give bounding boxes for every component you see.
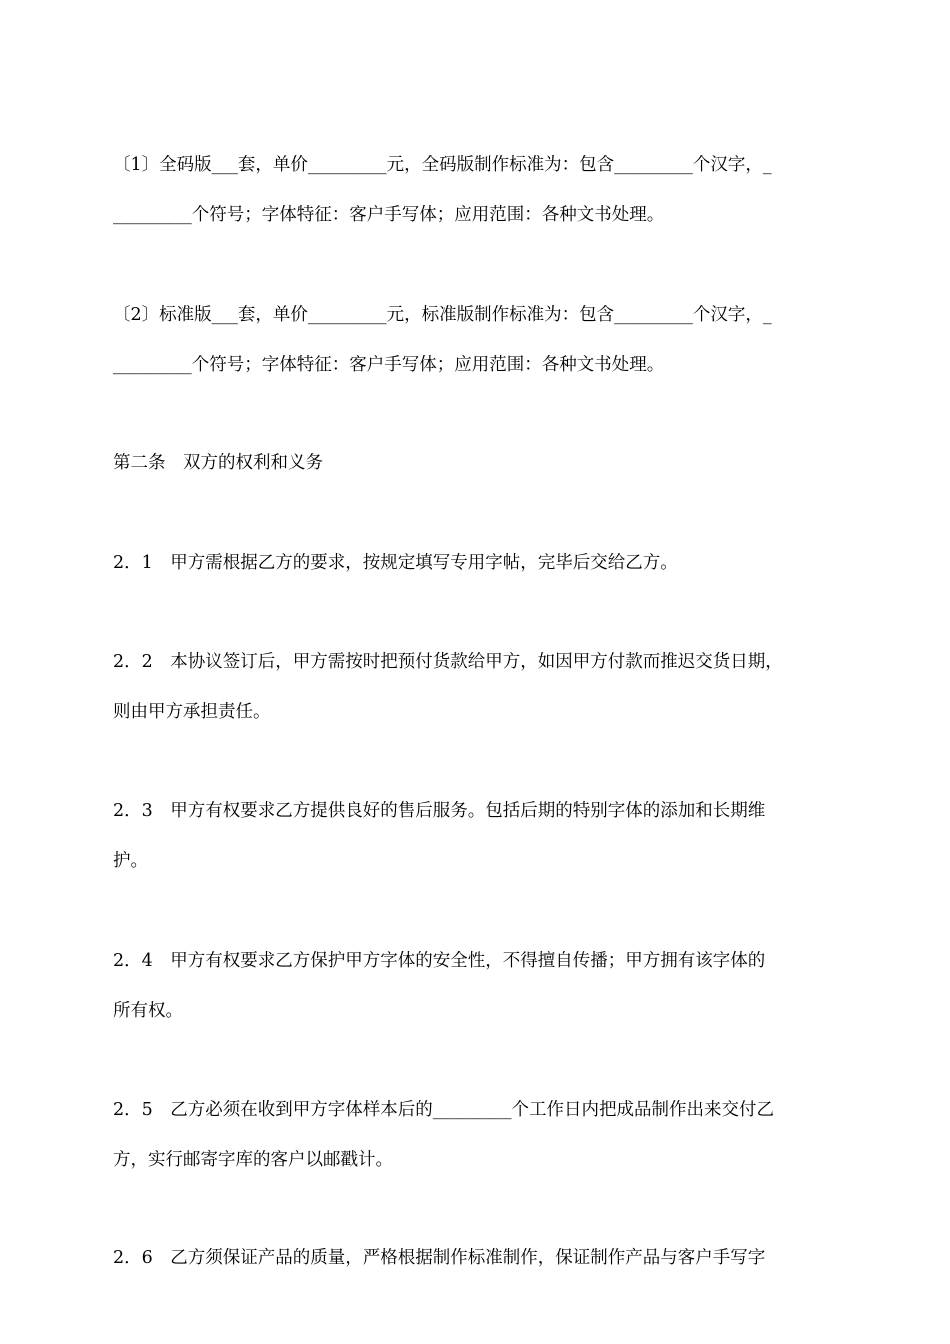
text-line: 2．6 乙方须保证产品的质量，严格根据制作标准制作，保证制作产品与客户手写字 bbox=[113, 1248, 766, 1268]
text-line: 2．4 甲方有权要求乙方保护甲方字体的安全性，不得擅自传播；甲方拥有该字体的 bbox=[113, 951, 766, 971]
clause-2-3-paragraph bbox=[113, 786, 853, 886]
text-line: 方，实行邮寄字库的客户以邮戳计。 bbox=[113, 1150, 393, 1170]
text-line: 2．5 乙方必须在收到甲方字体样本后的_________个工作日内把成品制作出来交付乙 bbox=[113, 1100, 775, 1120]
item-2-paragraph bbox=[113, 290, 853, 390]
clause-2-2-paragraph bbox=[113, 637, 853, 737]
text-line: 所有权。 bbox=[113, 1001, 183, 1021]
text-line: _________个符号；字体特征：客户手写体；应用范围：各种文书处理。 bbox=[113, 355, 665, 375]
clause-2-4-paragraph bbox=[113, 936, 853, 1036]
text-line: 护。 bbox=[113, 851, 148, 871]
item-1-paragraph bbox=[113, 140, 853, 240]
text-line: 〔2〕标准版___套，单价_________元，标准版制作标准为：包含_________个汉字，_ bbox=[113, 305, 772, 325]
clause-2-5-paragraph bbox=[113, 1085, 853, 1185]
article-2-heading bbox=[113, 438, 853, 488]
text-line: 则由甲方承担责任。 bbox=[113, 702, 271, 722]
clause-2-1-paragraph bbox=[113, 538, 853, 588]
clause-2-6-paragraph bbox=[113, 1233, 853, 1283]
text-line: 2．3 甲方有权要求乙方提供良好的售后服务。包括后期的特别字体的添加和长期维 bbox=[113, 801, 766, 821]
section-heading: 第二条 双方的权利和义务 bbox=[113, 453, 323, 473]
text-line: 2．1 甲方需根据乙方的要求，按规定填写专用字帖，完毕后交给乙方。 bbox=[113, 553, 678, 573]
text-line: _________个符号；字体特征：客户手写体；应用范围：各种文书处理。 bbox=[113, 205, 665, 225]
text-line: 〔1〕全码版___套，单价_________元，全码版制作标准为：包含_________个汉字，_ bbox=[113, 155, 772, 175]
text-line: 2．2 本协议签订后，甲方需按时把预付货款给甲方，如因甲方付款而推迟交货日期， bbox=[113, 652, 783, 672]
